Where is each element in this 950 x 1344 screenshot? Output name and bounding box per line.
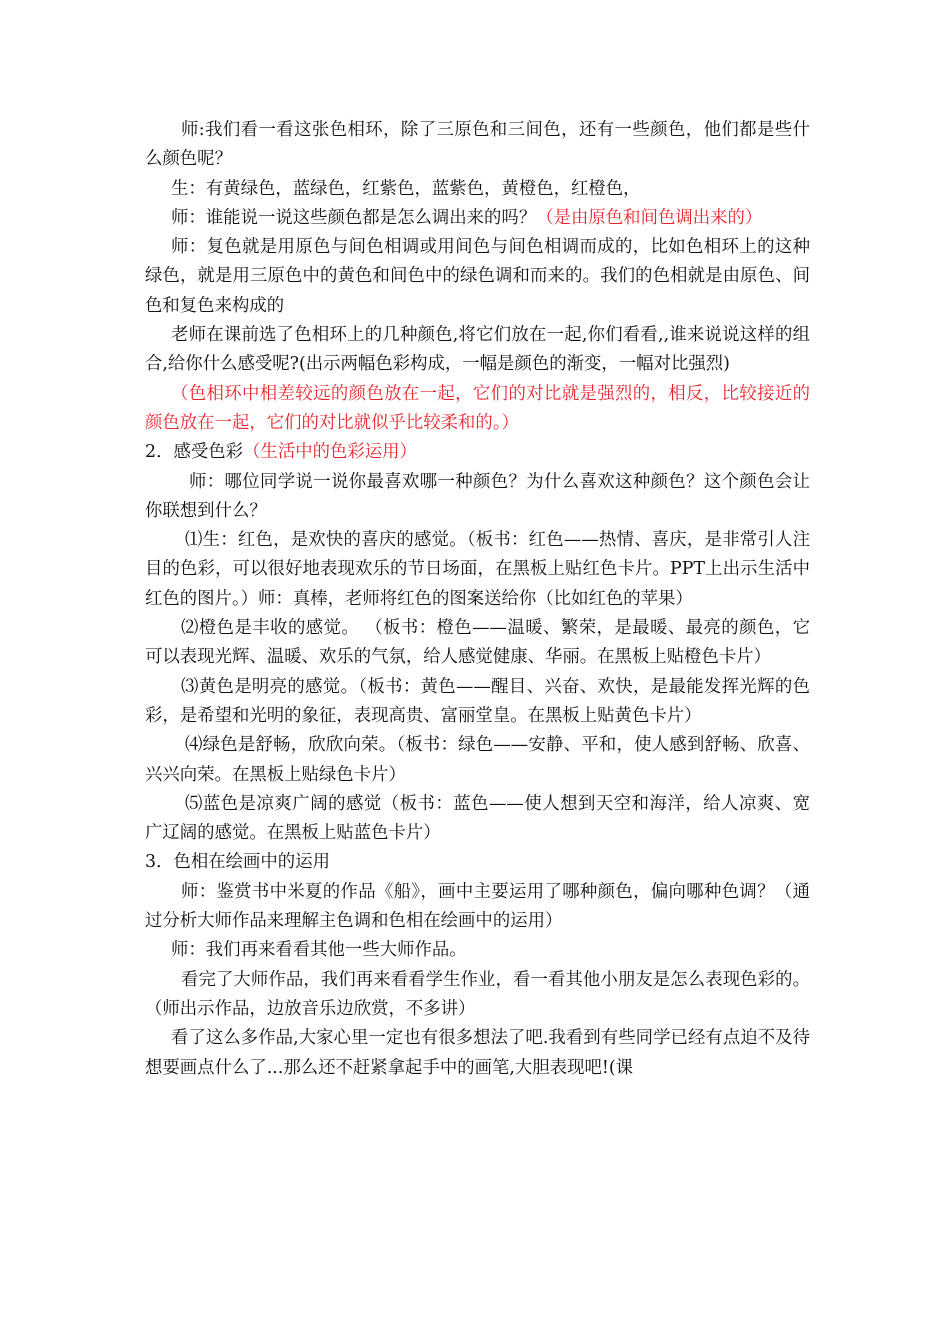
paragraph-teacher-color-combination: 老师在课前选了色相环上的几种颜色,将它们放在一起,你们看看,,谁来说说这样的组合,给你什么感受呢?(出示两幅色彩构成，一幅是颜色的渐变，一幅对比强烈) [145,325,810,375]
paragraph-orange-color: ⑵橙色是丰收的感觉。 （板书：橙色——温暖、繁荣，是最暖、最亮的颜色，它可以表现光辉、温暖、欢乐的气氛，给人感觉健康、华丽。在黑板上贴橙色卡片） [145,618,810,668]
paragraph-blue-color: ⑸蓝色是凉爽广阔的感觉（板书：蓝色——使人想到天空和海洋，给人凉爽、宽广辽阔的感觉。在黑板上贴蓝色卡片） [145,793,810,844]
paragraph-teacher-more-works: 师：我们再来看看其他一些大师作品。 [171,940,467,961]
paragraph-red-contrast-explanation: （色相环中相差较远的颜色放在一起，它们的对比就是强烈的，相反，比较接近的颜色放在一起，它们的对比就似乎比较柔和的。） [145,383,810,433]
red-answer-mixed: （是由原色和间色调出来的） [536,207,763,228]
paragraph-start-painting: 看了这么多作品,大家心里一定也有很多想法了吧.我看到有些同学已经有点迫不及待想要画点什么了...那么还不赶紧拿起手中的画笔,大胆表现吧!(课 [145,1028,810,1078]
paragraph-yellow-color: ⑶黄色是明亮的感觉。（板书：黄色——醒目、兴奋、欢快，是最能发挥光辉的色彩，是希望和光明的象征，表现高贵、富丽堂皇。在黑板上贴黄色卡片） [145,676,810,726]
paragraph-teacher-how-mixed: 师：谁能说一说这些颜色都是怎么调出来的吗？（是由原色和间色调出来的） [171,207,763,228]
paragraph-student-answer-colors: 生：有黄绿色，蓝绿色，红紫色，蓝紫色，黄橙色，红橙色， [171,178,641,199]
section-heading-feel-colors: 2．感受色彩（生活中的色彩运用） [145,442,417,463]
paragraph-student-works: 看完了大师作品，我们再来看看学生作业，看一看其他小朋友是怎么表现色彩的。（师出示作品，边放音乐边欣赏，不多讲） [145,969,810,1019]
section-heading-hue-in-painting: 3．色相在绘画中的运用 [145,852,330,873]
paragraph-teacher-appreciate-boat: 师：鉴赏书中米夏的作品《船》，画中主要运用了哪种颜色，偏向哪种色调？（通过分析大师作品来理解主色调和色相在绘画中的运用） [145,881,810,932]
paragraph-red-color: ⑴生：红色，是欢快的喜庆的感觉。（板书：红色——热情、喜庆，是非常引人注目的色彩，可以很好地表现欢乐的节日场面，在黑板上贴红色卡片。PPT上出示生活中红色的图片。）师：真棒，老师将红色的图案送给你（比如红色的苹果） [145,530,810,609]
document-page [145,116,810,1083]
paragraph-green-color: ⑷绿色是舒畅，欣欣向荣。（板书：绿色——安静、平和，使人感到舒畅、欣喜、兴兴向荣。在黑板上贴绿色卡片） [145,735,810,785]
paragraph-teacher-compound-colors: 师：复色就是用原色与间色相调或用间色与间色相调而成的，比如色相环上的这种绿色，就是用三原色中的黄色和间色中的绿色调和而来的。我们的色相就是由原色、间色和复色来构成的 [145,237,810,316]
paragraph-teacher-color-wheel-question: 师:我们看一看这张色相环，除了三原色和三间色，还有一些颜色，他们都是些什么颜色呢？ [145,120,810,170]
red-section-note: （生活中的色彩运用） [243,442,417,463]
paragraph-teacher-favorite-color: 师：哪位同学说一说你最喜欢哪一种颜色？为什么喜欢这种颜色？这个颜色会让你联想到什么？ [145,471,810,521]
